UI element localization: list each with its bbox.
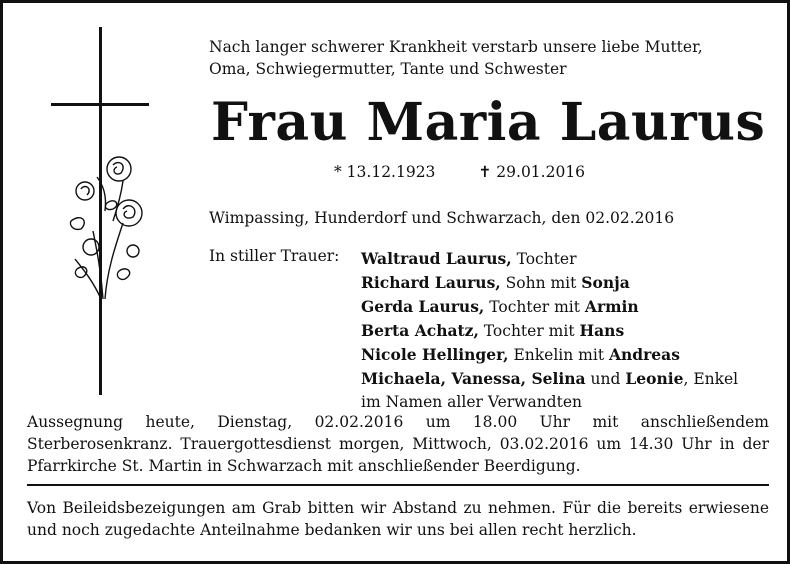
ceremony-info: Aussegnung heute, Dienstag, 02.02.2016 um 18.00 Uhr mit anschließendem Sterberosenkranz. Trauergottesdienst morgen, Mittwoch, 03.02.2016 um 14.30 Uhr in der Pfarrkirche St. Martin in Schwarzach mit anschließender Beerdigung. bbox=[27, 413, 769, 475]
thanks-note: Von Beileidsbezeigungen am Grab bitten wir Abstand zu nehmen. Für die bereits erwiesene und noch zugedachte Anteilnahme bedanken wir uns bei allen recht herzlich. bbox=[27, 499, 769, 539]
intro-line-2: Oma, Schwiegermutter, Tante und Schwester bbox=[209, 60, 567, 78]
mourner-row: Nicole Hellinger, Enkelin mit Andreas bbox=[361, 345, 680, 364]
intro-line-1: Nach langer schwerer Krankheit verstarb unsere liebe Mutter, bbox=[209, 38, 703, 56]
life-dates bbox=[334, 163, 585, 181]
mourner-row: Gerda Laurus, Tochter mit Armin bbox=[361, 297, 639, 316]
intro-text bbox=[209, 36, 769, 80]
relatives-line: im Namen aller Verwandten bbox=[361, 393, 582, 411]
birth-date: * 13.12.1923 bbox=[334, 163, 436, 181]
cross-bar bbox=[51, 103, 149, 106]
mourner-row: Berta Achatz, Tochter mit Hans bbox=[361, 321, 625, 340]
divider bbox=[27, 484, 769, 486]
deceased-name: Frau Maria Laurus bbox=[211, 92, 766, 153]
place-date: Wimpassing, Hunderdorf und Schwarzach, den 02.02.2016 bbox=[209, 209, 675, 227]
mourner-row: Michaela, Vanessa, Selina und Leonie, Enkel bbox=[361, 369, 739, 388]
roses-icon bbox=[63, 151, 149, 301]
mourner-row: Richard Laurus, Sohn mit Sonja bbox=[361, 273, 630, 292]
death-date: ✝ 29.01.2016 bbox=[478, 163, 586, 181]
mourner-row: Waltraud Laurus, Tochter bbox=[361, 249, 577, 268]
mourners-list bbox=[361, 247, 738, 414]
mourners-label: In stiller Trauer: bbox=[209, 247, 340, 265]
